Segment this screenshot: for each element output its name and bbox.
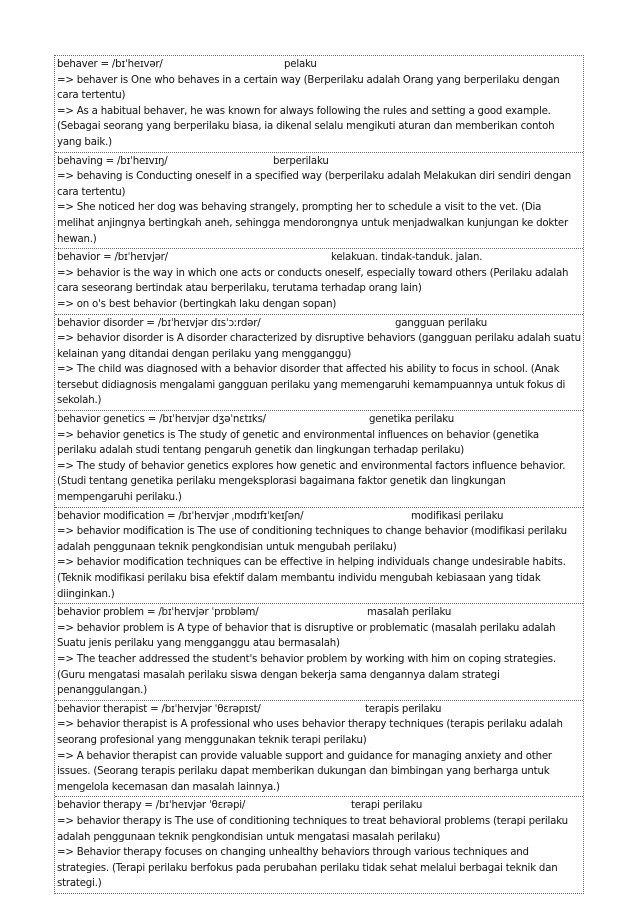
entry-term: behavior therapy = /bɪˈheɪvjər ˈθɛrəpi/ <box>57 800 246 812</box>
entry-behaver <box>55 56 583 153</box>
entry-definition: => behavior therapy is The use of conditioning techniques to treat behavioral problems (terapi perilaku adalah penggunaan teknik pengkondisian untuk mengatasi masalah perilaku) <box>57 815 568 843</box>
entry-header <box>57 250 581 266</box>
entry-example: => Behavior therapy focuses on changing unhealthy behaviors through various techniques and strategies. (Terapi perilaku berfokus pada perubahan perilaku tidak sehat melalui berbagai teknik dan strategi.) <box>57 847 558 890</box>
entry-translation: masalah perilaku <box>367 607 452 619</box>
entry-example: => A behavior therapist can provide valuable support and guidance for managing anxiety and other issues. (Seorang terapis perilaku dapat memberikan dukungan dan bimbingan yang berharga untuk mengelola kecemasan dan masalah lainnya.) <box>57 750 552 793</box>
entry-header <box>57 798 581 814</box>
entry-example: => She noticed her dog was behaving strangely, prompting her to schedule a visit to the vet. (Dia melihat anjingnya bertingkah aneh, sehingga mendorongnya untuk menjadwalkan kunjungan ke dokter hewan.) <box>57 202 568 245</box>
entry-example: => on o's best behavior (bertingkah laku dengan sopan) <box>57 298 337 310</box>
entry-header <box>57 509 581 525</box>
vocabulary-table <box>54 55 584 894</box>
entry-header <box>57 316 581 332</box>
entry-example: => As a habitual behaver, he was known for always following the rules and setting a good example. (Sebagai seorang yang berperilaku biasa, ia dikenal selalu mengikuti aturan dan memberikan contoh yang baik.) <box>57 105 555 148</box>
entry-translation: pelaku <box>284 59 317 70</box>
entry-behavior-genetics <box>55 411 583 508</box>
entry-term: behavior modification = /bɪˈheɪvjər ˌmɒdɪfɪˈkeɪʃən/ <box>57 510 304 522</box>
entry-example: => behavior modification techniques can be effective in helping individuals change undesirable habits. (Teknik modifikasi perilaku bisa efektif dalam membantu individu mengubah kebiasaan yang tidak diinginkan.) <box>57 557 566 600</box>
entry-example: => The study of behavior genetics explores how genetic and environmental factors influence behavior. (Studi tentang genetika perilaku mengeksplorasi bagaimana faktor genetik dan lingkungan mempengaruhi perilaku.) <box>57 460 566 504</box>
entry-definition: => behavior disorder is A disorder characterized by disruptive behaviors (gangguan perilaku adalah suatu kelainan yang ditandai dengan perilaku yang mengganggu) <box>57 333 581 360</box>
entry-behavior-therapist <box>55 701 583 798</box>
entry-behavior-disorder <box>55 315 583 412</box>
entry-term: behavior genetics = /bɪˈheɪvjər dʒəˈnɛtɪks/ <box>57 414 266 426</box>
entry-definition: => behavior modification is The use of conditioning techniques to change behavior (modifikasi perilaku adalah penggunaan teknik pengkondisian untuk mengubah perilaku) <box>57 526 567 553</box>
entry-translation: gangguan perilaku <box>395 317 487 329</box>
entry-example: => The child was diagnosed with a behavior disorder that affected his ability to focus in school. (Anak tersebut didiagnosis mengalami gangguan perilaku yang memengaruhi kemampuannya untuk fokus di sekolah.) <box>57 364 566 407</box>
entry-translation: kelakuan. tindak-tanduk. jalan. <box>331 252 483 264</box>
entry-header <box>57 154 581 170</box>
entry-definition: => behavior therapist is A professional who uses behavior therapy techniques (terapis perilaku adalah seorang profesional yang menggunakan teknik terapi perilaku) <box>57 719 563 746</box>
entry-term: behaver = /bɪˈheɪvər/ <box>57 59 163 70</box>
entry-example: => The teacher addressed the student's behavior problem by working with him on coping strategies. (Guru mengatasi masalah perilaku siswa dengan bekerja sama dengannya dalam strategi penanggulangan.) <box>57 653 556 697</box>
entry-definition: => behavior genetics is The study of genetic and environmental influences on behavior (genetika perilaku adalah studi tentang pengaruh genetik dan lingkungan terhadap perilaku) <box>57 429 539 457</box>
entry-term: behavior = /bɪˈheɪvjər/ <box>57 252 168 264</box>
entry-behavior-problem <box>55 604 583 701</box>
entry-header <box>57 412 581 428</box>
entry-definition: => behaving is Conducting oneself in a specified way (berperilaku adalah Melakukan diri sendiri dengan cara tertentu) <box>57 171 572 198</box>
entry-term: behavior therapist = /bɪˈheɪvjər ˈθɛrəpɪst/ <box>57 703 261 715</box>
entry-translation: berperilaku <box>273 155 329 167</box>
entry-behavior-therapy <box>55 797 583 893</box>
entry-header <box>57 57 581 73</box>
entry-translation: genetika perilaku <box>369 414 454 426</box>
entry-term: behavior problem = /bɪˈheɪvjər ˈprɒbləm/ <box>57 607 259 619</box>
entry-definition: => behaver is One who behaves in a certain way (Berperilaku adalah Orang yang berperilaku dengan cara tertentu) <box>57 74 560 102</box>
entry-definition: => behavior is the way in which one acts or conducts oneself, especially toward others (Perilaku adalah cara seseorang bertindak atau berperilaku, terutama terhadap orang lain) <box>57 267 569 295</box>
entry-translation: terapis perilaku <box>365 703 442 715</box>
entry-translation: terapi perilaku <box>351 800 423 812</box>
entry-header <box>57 702 581 718</box>
entry-translation: modifikasi perilaku <box>411 510 504 522</box>
entry-behavior-modification <box>55 508 583 605</box>
entry-behaving <box>55 153 583 250</box>
entry-term: behavior disorder = /bɪˈheɪvjər dɪsˈɔːrdər/ <box>57 317 261 329</box>
entry-behavior <box>55 249 583 314</box>
entry-term: behaving = /bɪˈheɪvɪŋ/ <box>57 155 168 167</box>
entry-header <box>57 605 581 621</box>
entry-definition: => behavior problem is A type of behavior that is disruptive or problematic (masalah perilaku adalah Suatu jenis perilaku yang mengganggu atau bermasalah) <box>57 622 556 650</box>
